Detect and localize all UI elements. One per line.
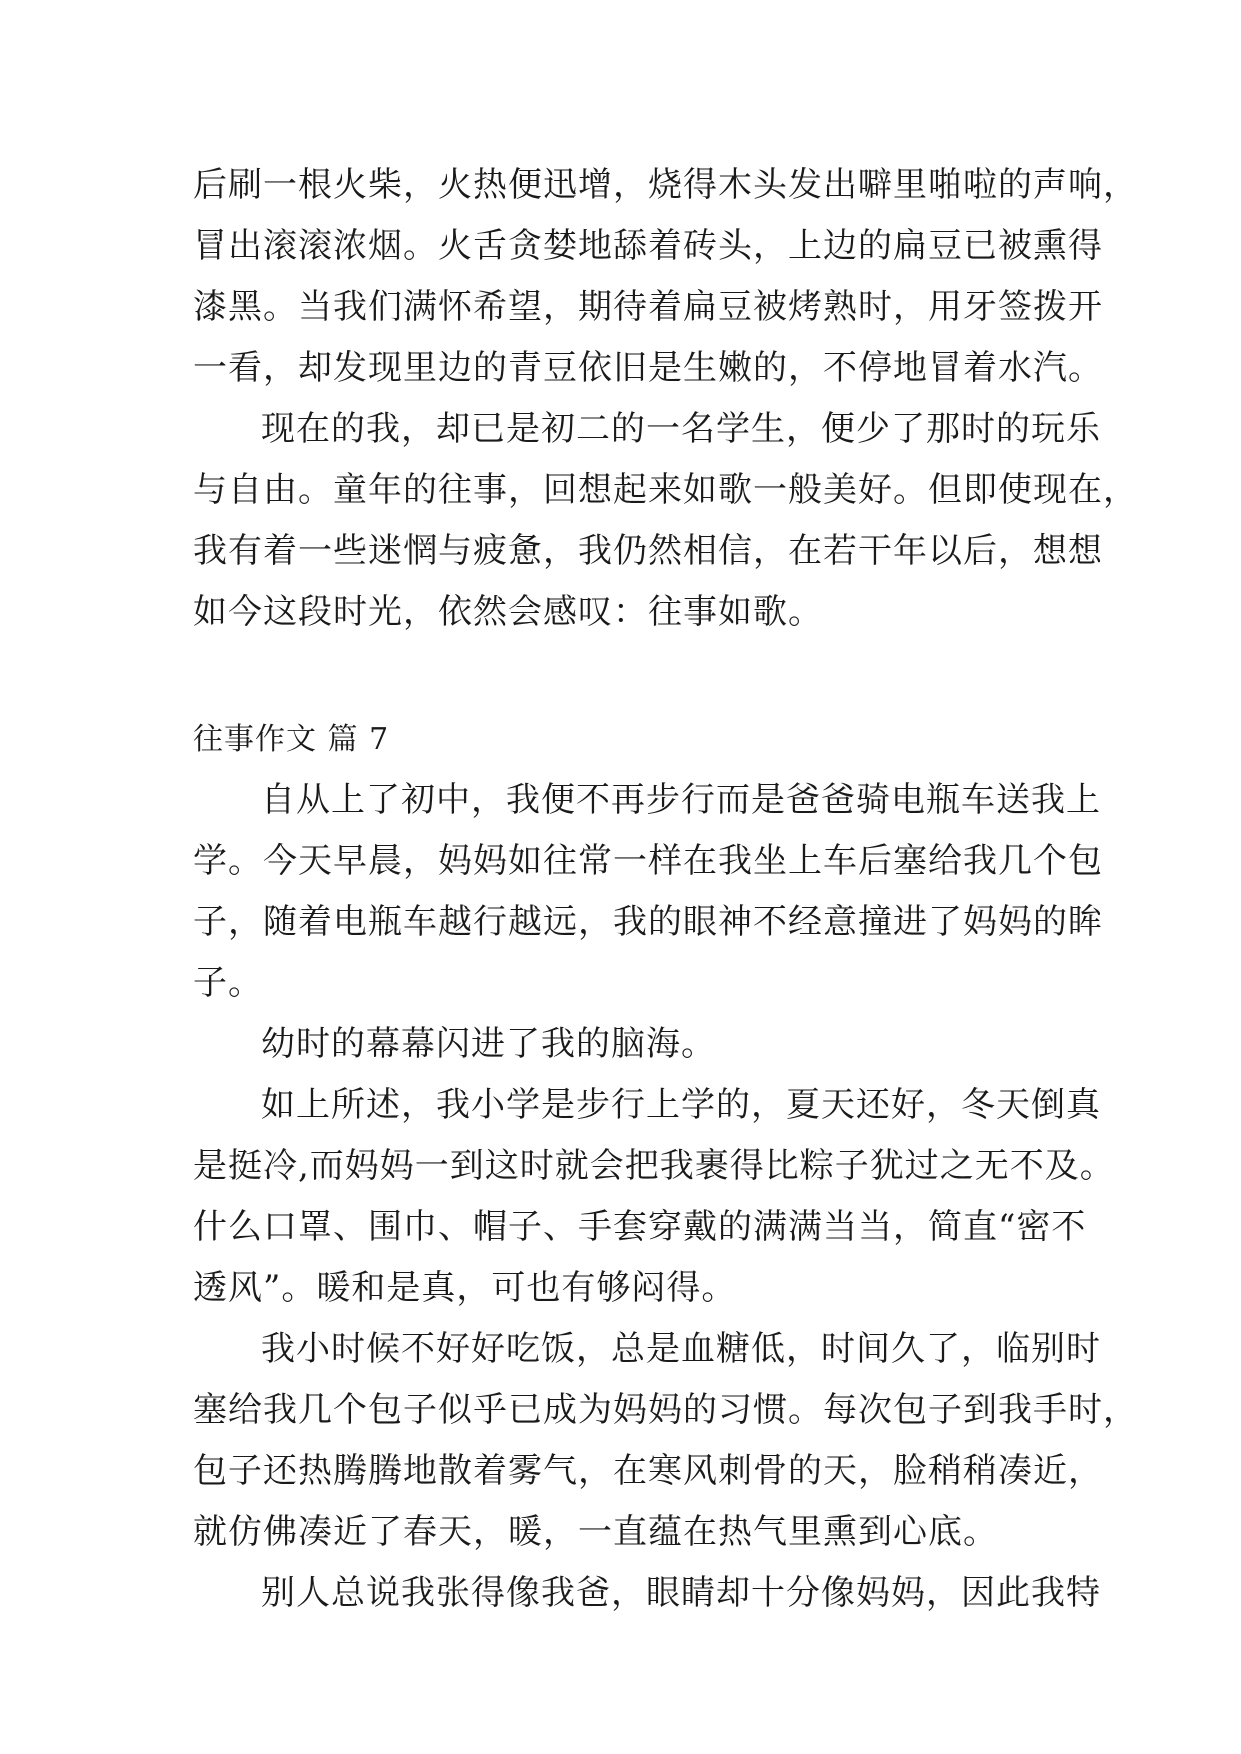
paragraph (193, 1075, 1115, 1319)
paragraph (193, 155, 1138, 399)
paragraph (193, 770, 1103, 1014)
text-line: 塞给我几个包子似乎已成为妈妈的习惯。每次包子到我手时， (193, 1390, 1138, 1430)
text-line: 自从上了初中，我便不再步行而是爸爸骑电瓶车送我上 (261, 780, 1101, 820)
paragraph (193, 1014, 1053, 1075)
document-body (193, 155, 1138, 1624)
text-line: 如今这段时光，依然会感叹：往事如歌。 (193, 592, 823, 632)
text-line: 冒出滚滚浓烟。火舌贪婪地舔着砖头，上边的扁豆已被熏得 (193, 226, 1103, 266)
text-line: 我有着一些迷惘与疲惫，我仍然相信，在若干年以后，想想 (193, 531, 1103, 571)
text-line: 幼时的幕幕闪进了我的脑海。 (261, 1024, 716, 1064)
paragraph (193, 1563, 1101, 1624)
text-line: 子，随着电瓶车越行越远，我的眼神不经意撞进了妈妈的眸 (193, 902, 1103, 942)
text-line: 什么口罩、围巾、帽子、手套穿戴的满满当当，简直“密不 (193, 1207, 1087, 1247)
section-gap (193, 643, 1053, 709)
text-line: 一看，却发现里边的青豆依旧是生嫩的，不停地冒着水汽。 (193, 348, 1103, 388)
text-line: 后刷一根火柴，火热便迅增，烧得木头发出噼里啪啦的声响， (193, 165, 1138, 205)
text-line: 就仿佛凑近了春天，暖，一直蕴在热气里熏到心底。 (193, 1512, 998, 1552)
text-line: 现在的我，却已是初二的一名学生，便少了那时的玩乐 (261, 409, 1101, 449)
text-line: 漆黑。当我们满怀希望，期待着扁豆被烤熟时，用牙签拨开 (193, 287, 1103, 327)
text-line: 透风”。暖和是真，可也有够闷得。 (193, 1268, 737, 1308)
paragraph (193, 399, 1138, 643)
text-line: 与自由。童年的往事，回想起来如歌一般美好。但即使现在， (193, 470, 1138, 510)
text-line: 包子还热腾腾地散着雾气，在寒风刺骨的天，脸稍稍凑近， (193, 1451, 1103, 1491)
section-title: 往事作文 篇 7 (193, 722, 390, 757)
text-line: 子。 (193, 963, 263, 1003)
text-line: 学。今天早晨，妈妈如往常一样在我坐上车后塞给我几个包 (193, 841, 1103, 881)
text-line: 是挺冷,而妈妈一到这时就会把我裹得比粽子犹过之无不及。 (193, 1146, 1115, 1186)
text-line: 别人总说我张得像我爸，眼睛却十分像妈妈，因此我特 (261, 1573, 1101, 1613)
text-line: 如上所述，我小学是步行上学的，夏天还好，冬天倒真 (261, 1085, 1101, 1125)
paragraph (193, 1319, 1138, 1563)
text-line: 我小时候不好好吃饭，总是血糖低，时间久了，临别时 (261, 1329, 1101, 1369)
